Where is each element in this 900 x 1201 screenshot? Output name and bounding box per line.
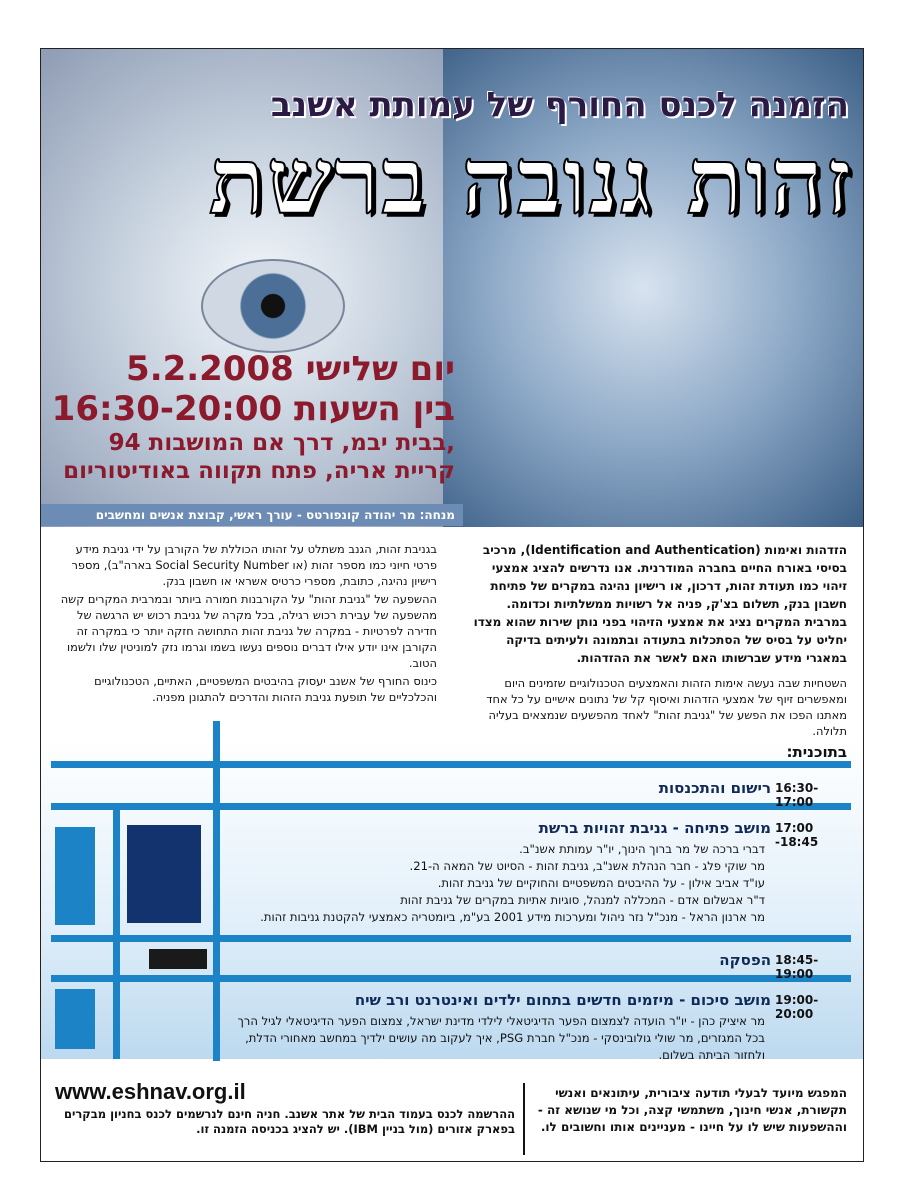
host-text: מנחה: מר יהודה קונפורטס - עורך ראשי, קבוצת אנשים ומחשבים: [95, 508, 455, 522]
schedule-heading: בתוכנית:: [786, 743, 847, 761]
intro-left-column: [55, 541, 437, 707]
registration-block: [55, 1079, 515, 1137]
program-schedule: [41, 739, 863, 1062]
schedule-title: רישום והתכנסות: [658, 779, 771, 797]
schedule-item: [289, 779, 849, 809]
deco-bar: [51, 975, 851, 982]
deco-block-blue: [55, 827, 95, 925]
hero-banner: [41, 49, 863, 527]
intro-paragraph: ההשפעה של "גניבת זהות" על הקורבנות חמורה ביותר ובמרבית המקרים קשה מהשפעה של עבירת רכוש רגילה, בכל מקרה של גניבת רכוש יש הרגשה של חדירה לפרטיות - במקרה של גניבת זהות התחושה חזקה יותר כי במקרה זה הקורבן אינו יודע אילו דברים נוספים נעשו בשמו וגרמו נזק למוניטין שלו ולשמו הטוב.: [60, 592, 437, 670]
deco-bar: [213, 721, 220, 1061]
event-place-line2: קריית אריה, פתח תקווה באודיטוריום: [63, 458, 455, 484]
intro-paragraph: הזדהות ואימות (Identification and Authentication), מרכיב בסיסי באורח החיים בחברה המודרנית. אנו נדרשים להציג אמצעי זיהוי כמו תעודת זהות, דרכון, או רישיון נהיגה במקרים של פתיחת חשבון בנק, תשלום בצ'ק, פניה אל רשויות ממשלתיות וכדומה. במרבית המקרים נציג את אמצעי הזיהוי בפני נותן שירות שהוא מצדו יחליט על בסיס של הסתכלות בתעודה ובתמונה ולעיתים בדיקה במאגרי מידע שברשותו האם לאשר את ההזדהות.: [473, 543, 847, 665]
schedule-line: מר איציק כהן - יו"ר הועדה לצמצום הפער הדיגיטאלי לילדי מדינת ישראל, צמצום הפער הדיגיטאלי לגיל הרך: [237, 1014, 765, 1028]
schedule-details: [237, 1013, 765, 1064]
intro-right-column: [467, 541, 847, 747]
event-date: יום שלישי 5.2.2008: [126, 349, 455, 389]
schedule-time: 19:00-20:00: [775, 993, 819, 1021]
schedule-line: מר ארנון הראל - מנכ"ל נזר ניהול ומערכות מידע 2001 בע"מ, ביומטריה כאמצעי להקטנת גניבות זהות.: [260, 910, 765, 924]
schedule-item: [260, 819, 849, 931]
audience-note: המפגש מיועד לבעלי תודעה ציבורית, עיתונאים ואנשי תקשורת, אנשי חינוך, משתמשי קצה, וכל מי שנושא זה - וההשפעות שיש לו על חיינו - מעניינים אותו וחשובים לו.: [537, 1086, 847, 1134]
footer: [41, 1069, 863, 1161]
divider: [523, 1083, 525, 1155]
schedule-item: [289, 951, 849, 981]
schedule-line: מר שוקי פלג - חבר הנהלת אשנ"ב, גניבת זהות - הסיוט של המאה ה-21.: [409, 859, 765, 873]
deco-bar: [51, 935, 851, 942]
schedule-line: דברי ברכה של מר ברוך הינוך, יו"ר עמותת אשנ"ב.: [519, 842, 765, 856]
invitation-poster: [40, 48, 864, 1162]
deco-block-navy: [127, 825, 201, 923]
host-strip: [41, 504, 463, 526]
schedule-time: 17:00 -18:45: [775, 821, 819, 849]
registration-note: ההרשמה לכנס בעמוד הבית של אתר אשנב. חניה חינם לנרשמים לכנס בחניון מבקרים בפארק אזורים (מול בניין IBM). יש להציג בכניסה הזמנה זו.: [63, 1107, 515, 1136]
schedule-line: ולחזור הביתה בשלום.: [658, 1048, 765, 1062]
schedule-item: [237, 991, 849, 1062]
intro-paragraph: בגניבת זהות, הגנב משתלט על זהותו הכוללת של הקורבן על ידי גניבת מידע פרטי חיוני כמו מספר זהות (או Social Security Number בארה"ב), מספר רישיון נהיגה, כתובת, מספרי כרטיס אשראי או חשבון בנק.: [71, 542, 437, 588]
deco-bar: [51, 761, 851, 768]
invitation-subtitle: הזמנה לכנס החורף של עמותת אשנב: [270, 85, 849, 125]
schedule-title: הפסקה: [719, 951, 771, 969]
page-title: זהות גנובה ברשת: [208, 127, 853, 235]
intro-paragraph: כינוס החורף של אשנב יעסוק בהיבטים המשפטיים, האתיים, הטכנולוגיים והכלכליים של תופעת גניבת הזהות והדרכים להתגונן מפניה.: [94, 674, 437, 704]
schedule-title: מושב פתיחה - גניבת זהויות ברשת: [538, 819, 771, 837]
deco-block-black: [149, 949, 207, 969]
schedule-time: 18:45-19:00: [775, 953, 819, 981]
event-place-line1: בבית יבמ, דרך אם המושבות 94,: [108, 430, 455, 456]
schedule-line: ד"ר אבשלום אדם - המכללה למנהל, סוגיות אתיות במקרים של גניבת זהות: [400, 893, 765, 907]
schedule-details: [260, 841, 765, 926]
website-link[interactable]: www.eshnav.org.il: [55, 1079, 246, 1104]
deco-bar: [113, 809, 120, 1059]
event-time: בין השעות 16:30-20:00: [51, 389, 455, 429]
intro-paragraph: השטחיות שבה נעשה אימות הזהות והאמצעים הטכנולוגיים שזמינים היום ומאפשרים זיוף של אמצעי הזדהות ואיסוף קל של נתונים אישיים על כל אחד מאתנו הפכו את הפשע של "גניבת זהות" לאחד מהפשעים שנמצאים בעליה תלולה.: [486, 676, 847, 738]
schedule-time: 16:30-17:00: [775, 781, 819, 809]
eye-iris-icon: [201, 259, 345, 353]
schedule-title: מושב סיכום - מיזמים חדשים בתחום ילדים ואינטרנט ורב שיח: [354, 991, 771, 1009]
deco-block-blue: [55, 989, 95, 1049]
event-details: [41, 349, 461, 485]
schedule-line: עו"ד אביב אילון - על ההיבטים המשפטיים והחוקיים של גניבת זהות.: [437, 876, 765, 890]
schedule-line: בכל המגזרים, מר שולי גולובינסקי - מנכ"ל חברת PSG, איך לעקוב מה עושים ילדיך במחשב מאחורי הדלת,: [245, 1031, 765, 1045]
deco-bar: [51, 803, 851, 810]
